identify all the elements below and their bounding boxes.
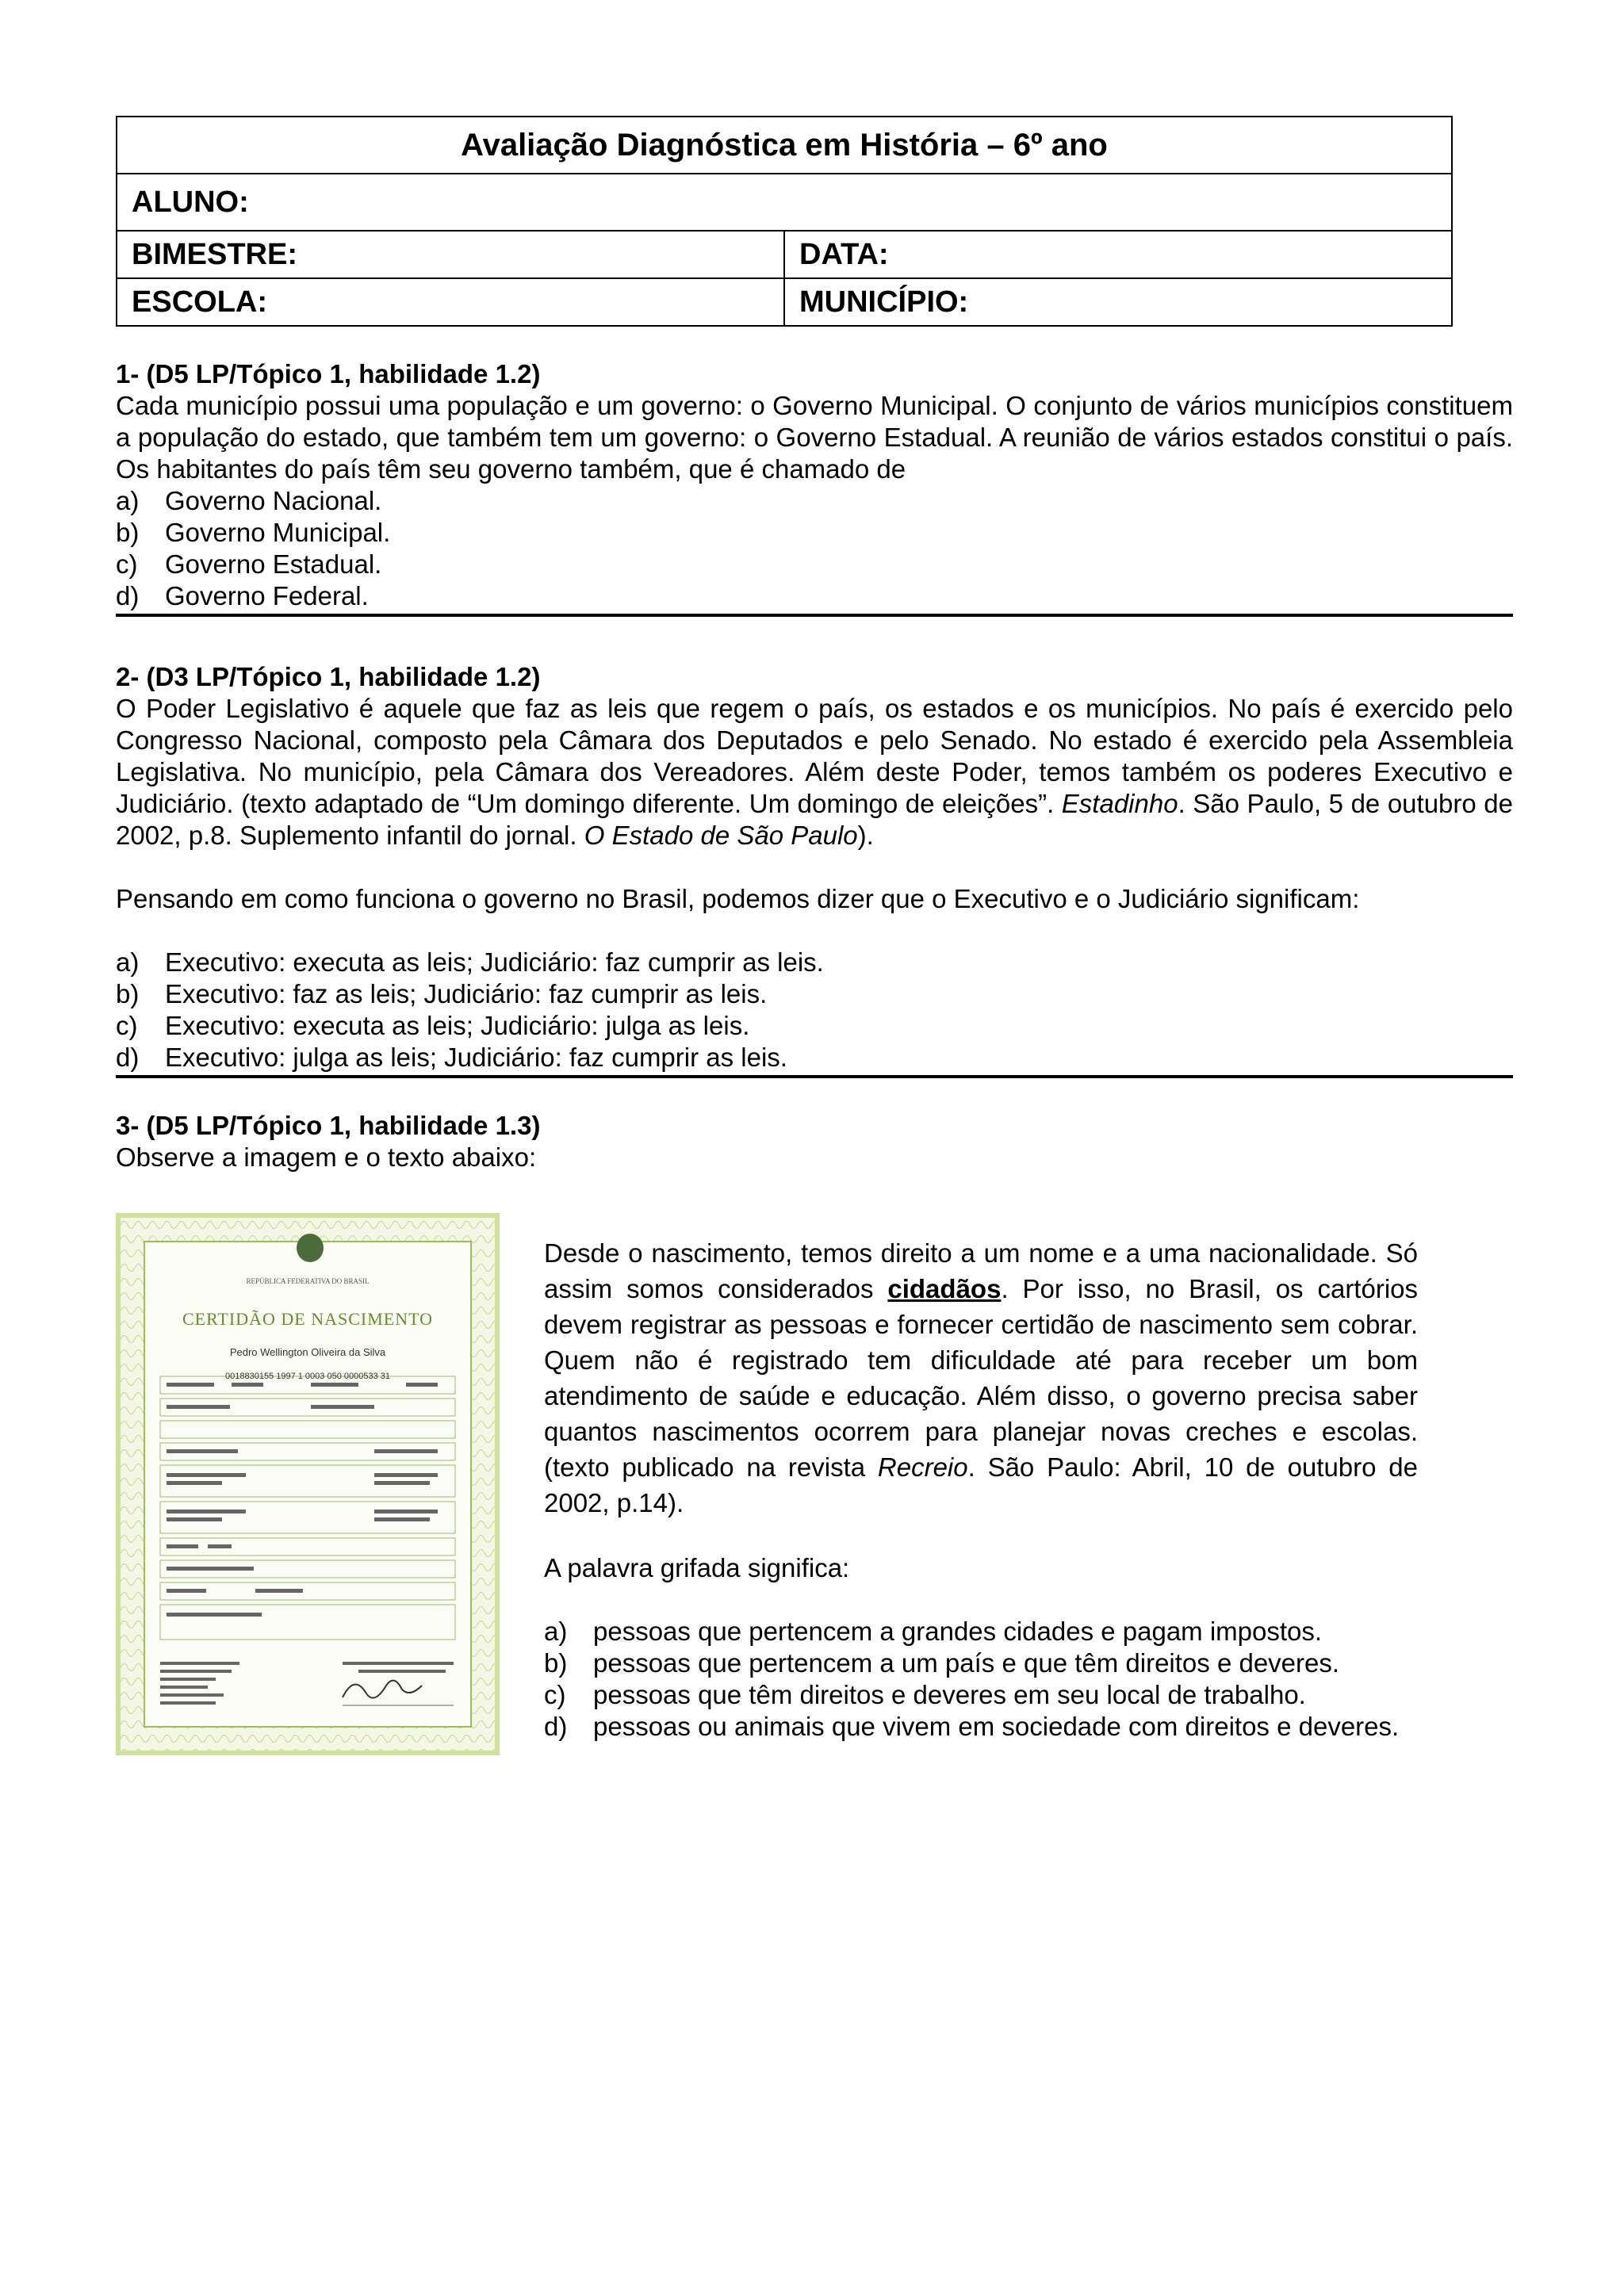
exam-title: Avaliação Diagnóstica em História – 6º ano: [117, 117, 1452, 174]
option-text: Governo Estadual.: [165, 549, 382, 579]
text-part: ).: [857, 821, 874, 850]
question-2: [116, 661, 1513, 1078]
option-text: pessoas que pertencem a um país e que têm direitos e deveres.: [593, 1648, 1340, 1678]
option-c: [116, 1010, 1513, 1042]
option-b: [116, 978, 1513, 1010]
option-text: pessoas que pertencem a grandes cidades e pagam impostos.: [593, 1617, 1323, 1646]
option-a: [544, 1616, 1418, 1647]
option-letter: c): [544, 1680, 566, 1709]
question-1-text: Cada município possui uma população e um governo: o Governo Municipal. O conjunto de vários municípios constituem a população do estado, que também tem um governo: o Governo Estadual. A reunião de vários estados constitui o país. Os habitantes do país têm seu governo também, que é chamado de: [116, 391, 1513, 484]
option-b: [116, 517, 1513, 549]
question-1: [116, 358, 1513, 617]
student-field: ALUNO:: [117, 174, 1452, 231]
municipality-field: MUNICÍPIO:: [784, 278, 1452, 326]
coat-of-arms-icon: [297, 1234, 324, 1262]
question-3-prompt: A palavra grifada significa:: [544, 1553, 850, 1582]
certificate-republic: REPÚBLICA FEDERATIVA DO BRASIL: [246, 1277, 370, 1285]
divider: [116, 614, 1513, 617]
text-italic: O Estado de São Paulo: [584, 821, 858, 850]
header-table: [116, 116, 1453, 327]
birth-certificate-image: [116, 1213, 500, 1755]
text-part: O Poder Legislativo é aquele que faz as leis que regem o país, os estados e os municípios. No país é exercido pelo Congresso Nacional, composto pela Câmara dos Deputados e pelo Senado. No estado é exercido pela Assembleia Legislativa. No município, pela Câmara dos Vereadores. Além deste Poder, temos também os poderes Executivo e Judiciário. (texto adaptado de “Um domingo diferente. Um domingo de eleições”.: [116, 694, 1513, 818]
question-3: [116, 1110, 1513, 1755]
option-letter: a): [116, 486, 140, 515]
bimester-field: BIMESTRE:: [117, 231, 784, 278]
question-3-text-column: [544, 1213, 1418, 1755]
option-letter: d): [544, 1712, 568, 1741]
question-1-heading: 1- (D5 LP/Tópico 1, habilidade 1.2): [116, 359, 541, 388]
option-a: [116, 485, 1513, 517]
text-part: . Por isso, no Brasil, os cartórios devem registrar as pessoas e fornecer certidão de nascimento sem cobrar. Quem não é registrado tem dificuldade até para receber um bom atendimento de saúde e educação. Além disso, o governo precisa saber quantos nascimentos ocorrem para planejar novas creches e escolas. (texto publicado na revista: [544, 1274, 1418, 1482]
option-text: Executivo: julga as leis; Judiciário: faz cumprir as leis.: [165, 1043, 787, 1072]
option-a: [116, 947, 1513, 978]
question-3-heading: 3- (D5 LP/Tópico 1, habilidade 1.3): [116, 1111, 541, 1140]
question-2-heading: 2- (D3 LP/Tópico 1, habilidade 1.2): [116, 662, 541, 691]
option-c: [116, 549, 1513, 580]
option-text: pessoas que têm direitos e deveres em seu local de trabalho.: [593, 1680, 1306, 1709]
option-c: [544, 1679, 1418, 1711]
certificate-name: Pedro Wellington Oliveira da Silva: [229, 1346, 386, 1358]
date-field: DATA:: [784, 231, 1452, 278]
option-letter: d): [116, 581, 140, 610]
text-part: Desde o nascimento, temos direito a um nome e a uma nacionalidade. Só assim somos considerados: [544, 1238, 1418, 1303]
question-2-options: [116, 947, 1513, 1073]
text-italic: Estadinho: [1061, 789, 1178, 818]
option-text: pessoas ou animais que vivem em sociedade com direitos e deveres.: [593, 1712, 1400, 1741]
question-1-options: [116, 485, 1513, 612]
option-letter: c): [116, 549, 138, 579]
certificate-title: CERTIDÃO DE NASCIMENTO: [182, 1309, 434, 1329]
option-text: Governo Nacional.: [165, 486, 382, 515]
text-part: . São Paulo, 5 de outubro de 2002, p.8. Suplemento infantil do jornal.: [116, 789, 1513, 850]
option-text: Executivo: executa as leis; Judiciário: faz cumprir as leis.: [165, 947, 824, 977]
question-2-text: [116, 693, 1513, 851]
option-d: [544, 1711, 1418, 1743]
option-letter: a): [544, 1617, 568, 1646]
option-letter: b): [116, 518, 140, 547]
option-text: Governo Municipal.: [165, 518, 391, 547]
question-3-text: [544, 1235, 1418, 1521]
option-letter: a): [116, 947, 140, 977]
option-letter: b): [116, 979, 140, 1008]
text-part: . São Paulo: Abril, 10 de outubro de 2002, p.14).: [544, 1452, 1419, 1517]
highlighted-word: cidadãos: [887, 1274, 1002, 1303]
text-italic: Recreio: [877, 1452, 968, 1482]
option-d: [116, 580, 1513, 612]
option-letter: b): [544, 1648, 568, 1678]
option-d: [116, 1042, 1513, 1073]
exam-page: [116, 116, 1513, 1755]
question-2-prompt: Pensando em como funciona o governo no Brasil, podemos dizer que o Executivo e o Judiciário significam:: [116, 884, 1360, 913]
option-text: Executivo: executa as leis; Judiciário: julga as leis.: [165, 1011, 750, 1040]
question-3-intro: Observe a imagem e o texto abaixo:: [116, 1142, 537, 1172]
divider: [116, 1075, 1513, 1078]
school-field: ESCOLA:: [117, 278, 784, 326]
question-3-options: [544, 1616, 1418, 1743]
option-b: [544, 1647, 1418, 1679]
certificate-pattern: [121, 1218, 495, 1751]
option-text: Governo Federal.: [165, 581, 369, 610]
option-letter: d): [116, 1043, 140, 1072]
option-text: Executivo: faz as leis; Judiciário: faz cumprir as leis.: [165, 979, 768, 1008]
option-letter: c): [116, 1011, 138, 1040]
certificate-number: 0018830155 1997 1 0003 050 0000533 31: [225, 1372, 390, 1381]
